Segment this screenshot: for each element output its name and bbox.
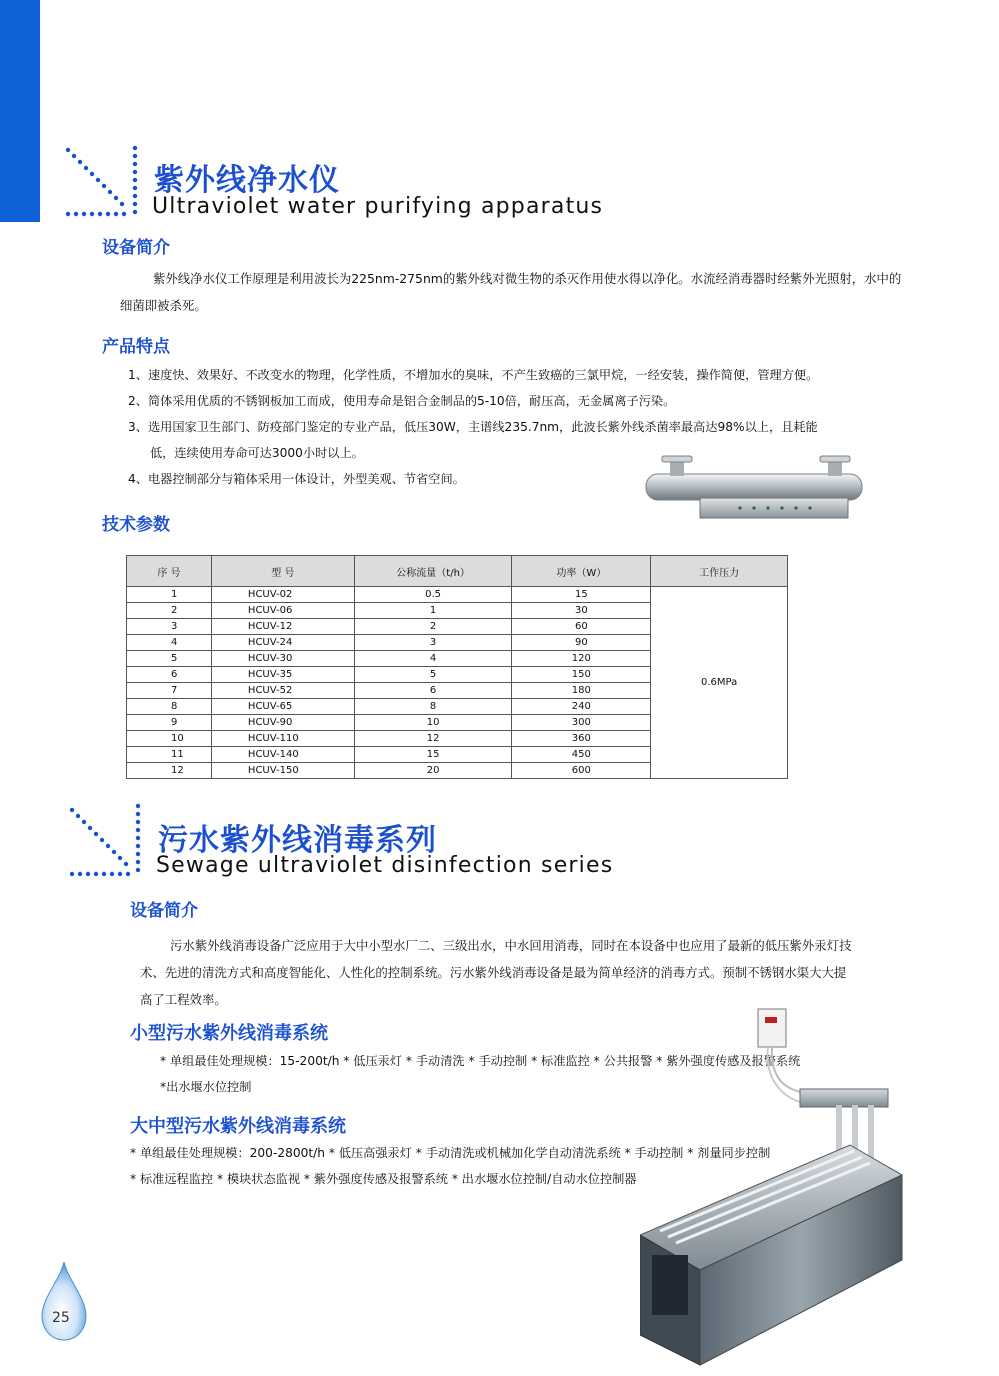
cell-power: 240 bbox=[512, 699, 651, 715]
feature-item: 4、电器控制部分与箱体采用一体设计，外型美观、节省空间。 bbox=[128, 472, 465, 486]
cell-power: 450 bbox=[512, 747, 651, 763]
cell-model: HCUV-52 bbox=[211, 683, 354, 699]
cell-model: HCUV-65 bbox=[211, 699, 354, 715]
cell-model: HCUV-12 bbox=[211, 619, 354, 635]
dotted-corner-decoration-2 bbox=[64, 802, 146, 882]
cell-power: 30 bbox=[512, 603, 651, 619]
header-power: 功率（W） bbox=[512, 556, 651, 587]
cell-flow: 4 bbox=[354, 651, 512, 667]
cell-model: HCUV-150 bbox=[211, 763, 354, 779]
cell-flow: 12 bbox=[354, 731, 512, 747]
cell-pressure: 0.6MPa bbox=[651, 587, 788, 779]
left-accent-bar bbox=[0, 0, 40, 222]
cell-flow: 15 bbox=[354, 747, 512, 763]
cell-power: 600 bbox=[512, 763, 651, 779]
cell-power: 360 bbox=[512, 731, 651, 747]
spec-table bbox=[126, 555, 788, 779]
intro-line: 高了工程效率。 bbox=[140, 992, 227, 1007]
cell-model: HCUV-110 bbox=[211, 731, 354, 747]
feature-item: 2、简体采用优质的不锈钢板加工而成，使用寿命是铝合金制品的5-10倍，耐压高，无金属离子污染。 bbox=[128, 394, 676, 408]
section2-title-en: Sewage ultraviolet disinfection series bbox=[156, 853, 614, 878]
cell-power: 15 bbox=[512, 587, 651, 603]
large-system-line: * 标准远程监控 * 模块状态监视 * 紫外强度传感及报警系统 * 出水堰水位控制/自动水位控制器 bbox=[130, 1172, 637, 1186]
cell-power: 90 bbox=[512, 635, 651, 651]
water-drop-icon bbox=[36, 1258, 92, 1344]
large-system-line: * 单组最佳处理规模：200-2800t/h * 低压高强汞灯 * 手动清洗或机械加化学自动清洗系统 * 手动控制 * 剂量同步控制 bbox=[130, 1146, 771, 1160]
header-no: 序 号 bbox=[127, 556, 212, 587]
cell-power: 150 bbox=[512, 667, 651, 683]
cell-model: HCUV-30 bbox=[211, 651, 354, 667]
table-header-row bbox=[127, 556, 788, 587]
cell-power: 120 bbox=[512, 651, 651, 667]
section1-intro-heading: 设备简介 bbox=[102, 238, 170, 258]
cell-no: 6 bbox=[127, 667, 212, 683]
cell-no: 10 bbox=[127, 731, 212, 747]
cell-flow: 6 bbox=[354, 683, 512, 699]
cell-no: 11 bbox=[127, 747, 212, 763]
cell-model: HCUV-02 bbox=[211, 587, 354, 603]
small-system-line: * 单组最佳处理规模：15-200t/h * 低压汞灯 * 手动清洗 * 手动控制 * 标准监控 * 公共报警 * 紫外强度传感及报警系统 bbox=[160, 1054, 801, 1068]
section1-params-heading: 技术参数 bbox=[102, 515, 170, 535]
dotted-corner-decoration-1 bbox=[60, 142, 142, 220]
large-system-heading: 大中型污水紫外线消毒系统 bbox=[130, 1116, 346, 1137]
cell-power: 300 bbox=[512, 715, 651, 731]
intro-line: 污水紫外线消毒设备广泛应用于大中小型水厂二、三级出水，中水回用消毒，同时在本设备中也应用了最新的低压紫外汞灯技 bbox=[170, 938, 852, 953]
section2-intro-text bbox=[140, 932, 940, 1013]
cell-power: 180 bbox=[512, 683, 651, 699]
small-system-heading: 小型污水紫外线消毒系统 bbox=[130, 1023, 328, 1044]
feature-item: 低，连续使用寿命可达3000小时以上。 bbox=[150, 446, 364, 460]
header-flow: 公称流量（t/h） bbox=[354, 556, 512, 587]
cell-flow: 5 bbox=[354, 667, 512, 683]
cell-flow: 2 bbox=[354, 619, 512, 635]
section1-features-heading: 产品特点 bbox=[102, 337, 170, 357]
cell-no: 5 bbox=[127, 651, 212, 667]
cell-model: HCUV-06 bbox=[211, 603, 354, 619]
cell-flow: 10 bbox=[354, 715, 512, 731]
small-system-line: *出水堰水位控制 bbox=[160, 1080, 252, 1094]
cell-no: 3 bbox=[127, 619, 212, 635]
header-pressure: 工作压力 bbox=[651, 556, 788, 587]
cell-flow: 20 bbox=[354, 763, 512, 779]
cell-no: 2 bbox=[127, 603, 212, 619]
section2-intro-heading: 设备简介 bbox=[130, 901, 198, 921]
header-model: 型 号 bbox=[211, 556, 354, 587]
cell-model: HCUV-90 bbox=[211, 715, 354, 731]
feature-item: 3、选用国家卫生部门、防疫部门鉴定的专业产品，低压30W，主谱线235.7nm，此波长紫外线杀菌率最高达98%以上，且耗能 bbox=[128, 420, 818, 434]
cell-no: 9 bbox=[127, 715, 212, 731]
cell-no: 12 bbox=[127, 763, 212, 779]
cell-model: HCUV-24 bbox=[211, 635, 354, 651]
section1-title-en: Ultraviolet water purifying apparatus bbox=[152, 194, 604, 219]
page-number: 25 bbox=[52, 1310, 70, 1326]
section1-title-cn: 紫外线净水仪 bbox=[154, 163, 340, 198]
sewage-uv-channel-photo bbox=[640, 1005, 908, 1367]
cell-flow: 8 bbox=[354, 699, 512, 715]
cell-model: HCUV-35 bbox=[211, 667, 354, 683]
cell-no: 1 bbox=[127, 587, 212, 603]
intro-line: 紫外线净水仪工作原理是利用波长为225nm-275nm的紫外线对微生物的杀灭作用使水得以净化。水流经消毒器时经紫外光照射，水中的 bbox=[153, 271, 902, 286]
cell-flow: 1 bbox=[354, 603, 512, 619]
cell-no: 4 bbox=[127, 635, 212, 651]
cell-flow: 3 bbox=[354, 635, 512, 651]
cell-power: 60 bbox=[512, 619, 651, 635]
table-row bbox=[127, 587, 788, 603]
section1-intro-text bbox=[120, 265, 980, 319]
cell-no: 7 bbox=[127, 683, 212, 699]
cell-no: 8 bbox=[127, 699, 212, 715]
cell-flow: 0.5 bbox=[354, 587, 512, 603]
intro-line: 术、先进的清洗方式和高度智能化、人性化的控制系统。污水紫外线消毒设备是最为简单经济的消毒方式。预制不锈钢水渠大大提 bbox=[140, 965, 847, 980]
section2-title-cn: 污水紫外线消毒系列 bbox=[158, 823, 437, 858]
uv-purifier-photo bbox=[640, 452, 868, 524]
intro-line: 细菌即被杀死。 bbox=[120, 298, 207, 313]
cell-model: HCUV-140 bbox=[211, 747, 354, 763]
feature-item: 1、速度快、效果好、不改变水的物理，化学性质，不增加水的臭味，不产生致癌的三氯甲烷，一经安装，操作简便，管理方便。 bbox=[128, 368, 819, 382]
